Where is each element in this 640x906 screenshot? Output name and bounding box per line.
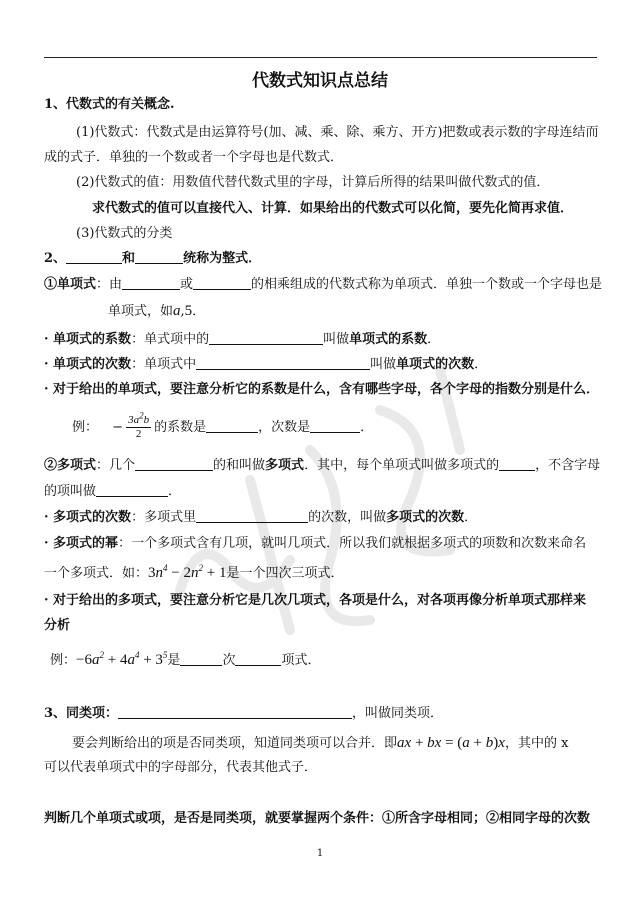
math-fraction: $\frac{3a^2b}{2}$	[128, 410, 150, 440]
blank-field[interactable]	[66, 250, 122, 264]
like-terms-condition: 判断几个单项式或项，是否是同类项，就要掌握两个条件：①所含字母相同；②相同字母的次数	[44, 811, 591, 826]
text: 的项叫做	[44, 484, 97, 499]
section-3-heading	[44, 705, 443, 723]
page-title: 代数式知识点总结	[252, 71, 388, 91]
degree-line	[44, 356, 487, 374]
blank-field[interactable]	[193, 276, 251, 290]
note-monomial: · 对于给出的单项式，要注意分析它的系数是什么，含有哪些字母，各个字母的指数分别是什么．	[44, 382, 600, 397]
s2-suffix: 统称为整式．	[183, 251, 262, 266]
header-rule	[44, 57, 597, 58]
example-polynomial	[50, 648, 320, 673]
monomial-line-2	[108, 302, 205, 321]
text: 的相乘组成的代数式称为单项式．单独一个数或一个字母也是	[251, 277, 603, 292]
text: ．	[474, 357, 488, 372]
math-expression: $-6a^2 + 4a^4 + 3^5$	[76, 650, 168, 668]
polynomial-line-2	[44, 483, 181, 501]
blank-field[interactable]	[206, 419, 258, 433]
term: 单项式的次数	[396, 357, 475, 372]
note-polynomial-b: 分析	[44, 618, 71, 633]
s2-prefix: 2、	[44, 251, 67, 266]
text: 叫做	[323, 332, 350, 347]
text: ，次数是	[258, 420, 311, 435]
term: 多项式	[265, 458, 305, 473]
section-1-heading: 1、代数式的有关概念.	[44, 97, 175, 112]
blank-field[interactable]	[235, 652, 281, 666]
blank-field[interactable]	[196, 509, 308, 523]
math-expression: $3n^4 - 2n^2 + 1$	[148, 563, 227, 581]
note-polynomial-a: · 对于给出的多项式，要注意分析它是几次几项式，各项是什么，对各项再像分析单项式那样来	[44, 593, 587, 608]
section-2-heading	[44, 250, 261, 268]
math-comma: ,	[180, 304, 185, 319]
s1-paragraph-1a: (1)代数式：代数式是由运算符号(加、减、乘、除、乘方、开方)把数或表示数的字母连结而	[76, 125, 599, 140]
math-example: a	[173, 303, 181, 319]
coefficient-label: · 单项式的系数	[44, 332, 132, 347]
example-monomial	[72, 410, 374, 442]
like-terms-paragraph-1	[72, 731, 568, 756]
math-expression: ax + bx = (a + b)x	[397, 735, 505, 751]
term: 多项式的次数	[386, 510, 465, 525]
text: ．	[168, 484, 182, 499]
math-example: 5	[184, 303, 193, 319]
s2-mid: 和	[122, 251, 136, 266]
text: 或	[180, 277, 194, 292]
text: 叫做	[370, 357, 397, 372]
text: 是	[167, 653, 181, 668]
polynomial-line	[44, 457, 600, 475]
text: 的次数，叫做	[308, 510, 387, 525]
text: 单项式，如	[108, 304, 174, 319]
polynomial-label: ②多项式	[44, 458, 97, 473]
poly-degree-line	[44, 509, 477, 527]
s1-paragraph-1b: 成的式子．单独的一个数或者一个字母也是代数式．	[44, 150, 344, 165]
poly-power-line	[44, 535, 586, 553]
blank-field[interactable]	[135, 457, 213, 471]
text: 例：	[72, 420, 99, 435]
poly-power-label: · 多项式的幂	[44, 536, 119, 551]
text: 一个多项式．如：	[44, 566, 149, 581]
blank-field[interactable]	[499, 457, 535, 471]
text: ．其中，每个单项式叫做多项式的	[304, 458, 500, 473]
coefficient-line	[44, 331, 440, 349]
text: ．	[427, 332, 441, 347]
text: ．	[464, 510, 478, 525]
blank-field[interactable]	[196, 356, 370, 370]
math-minus: −	[112, 420, 124, 435]
text: 例：	[50, 653, 77, 668]
text: ．	[360, 420, 374, 435]
text: ：一个多项式含有几项，就叫几项式．所以我们就根据多项式的项数和次数来命名	[118, 536, 587, 551]
text: 的和叫做	[213, 458, 266, 473]
term: 单项式的系数	[349, 332, 428, 347]
blank-field[interactable]	[209, 331, 323, 345]
blank-field[interactable]	[180, 652, 222, 666]
text: 的系数是	[154, 420, 207, 435]
text: 要会判断给出的项是否同类项，知道同类项可以合并．即	[72, 736, 398, 751]
blank-field[interactable]	[122, 276, 180, 290]
like-terms-paragraph-2: 可以代表单项式中的字母部分，代表其他式子．	[44, 760, 318, 775]
monomial-label: ①单项式	[44, 277, 97, 292]
poly-power-line-2	[44, 561, 343, 586]
blank-field[interactable]	[135, 250, 183, 264]
text: ：单项式中	[131, 357, 197, 372]
text: 是一个四次三项式．	[226, 566, 344, 581]
text: ：多项式里	[131, 510, 197, 525]
text: ，叫做同类项．	[352, 706, 444, 721]
blank-field[interactable]	[118, 705, 352, 719]
like-terms-label: 3、同类项：	[44, 706, 119, 721]
text: 项式．	[281, 653, 321, 668]
text: ：由	[96, 277, 123, 292]
text: 次	[222, 653, 236, 668]
blank-field[interactable]	[96, 483, 168, 497]
text: ，其中的 x	[504, 736, 569, 751]
s1-paragraph-4: (3)代数式的分类	[76, 226, 173, 241]
text: ：几个	[96, 458, 136, 473]
monomial-line	[44, 276, 602, 294]
text: ，不含字母	[535, 458, 601, 473]
s1-paragraph-2: (2)代数式的值：用数值代替代数式里的字母，计算后所得的结果叫做代数式的值．	[76, 175, 550, 190]
poly-degree-label: · 多项式的次数	[44, 510, 132, 525]
degree-label: · 单项式的次数	[44, 357, 132, 372]
s1-paragraph-3: 求代数式的值可以直接代入、计算．如果给出的代数式可以化简，要先化简再求值．	[92, 201, 574, 216]
blank-field[interactable]	[310, 419, 360, 433]
text: ：单式项中的	[131, 332, 210, 347]
text: ．	[192, 304, 206, 319]
page-number: 1	[316, 848, 324, 859]
